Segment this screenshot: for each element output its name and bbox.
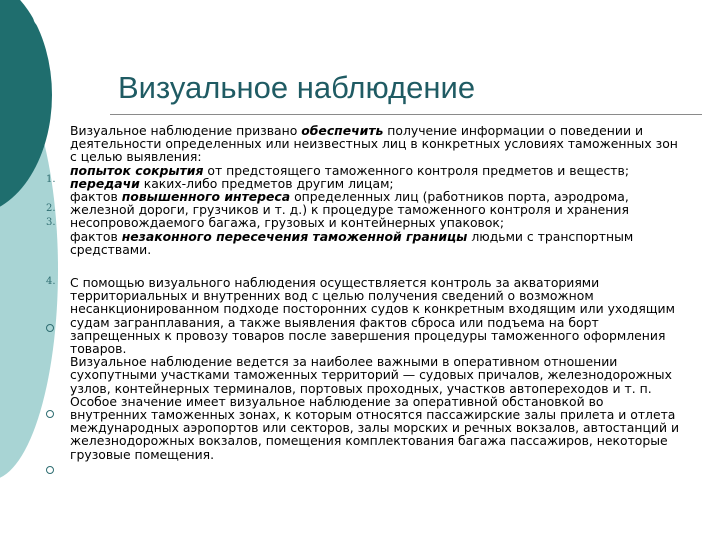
item-3-emphasis: повышенного интереса [121,189,291,205]
intro-post: получение информации о поведении и деятельности определенных или неизвестных лиц в конкретных условиях таможенных зон с целью выявления: [70,123,678,165]
bullet-circle-3 [46,466,54,474]
list-marker-1: 1. [46,174,56,185]
item-3-text: определенных лиц (работников порта, аэродрома, железной дороги, грузчиков и т. д.) к процедуре таможенного контроля и хранения несопровождаемого багажа, грузовых и контейнерных упаковок; [70,189,629,231]
numbered-item-4 [70,230,682,256]
item-1-text: от предстоящего таможенного контроля предметов и веществ; [203,162,630,178]
item-4-pre: фактов [70,228,122,244]
numbered-item-3 [70,190,682,230]
item-2-text: каких-либо предметов другим лицам; [139,175,394,191]
list-marker-2: 2. [46,203,56,214]
intro-emphasis: обеспечить [301,123,384,138]
item-1-emphasis: попыток сокрытия [70,162,204,178]
item-4-text: людьми с транспортным средствами. [70,228,634,257]
intro-pre: Визуальное наблюдение призвано [70,123,302,138]
list-marker-4: 4. [46,276,56,287]
item-2-emphasis: передачи [70,175,140,191]
item-3-pre: фактов [70,189,122,205]
small-white-circle [33,3,59,29]
bullet-paragraph-1: С помощью визуального наблюдения осуществляется контроль за акваториями территориальных и внутренних вод с целью получения сведений о возможном несанкционированном подходе посторонних судов к конкретным входящим или уходящим судам загранплавания, а также выявления фактов сброса или подъема на борт запрещенных к провозу товаров после завершения процедуры таможенного оформления товаров. [70,275,675,357]
list-marker-3: 3. [46,217,56,228]
bullet-paragraph-2: Визуальное наблюдение ведется за наиболее важными в оперативном отношении сухопутными участками таможенных территорий — судовых причалов, железнодорожных узлов, контейнерных терминалов, портовых проходных, участков автопереходов и т. п. [70,354,672,396]
bullet-circle-1 [46,324,54,332]
bullet-paragraph-3: Особое значение имеет визуальное наблюдение за оперативной обстановкой во внутренних таможенных зонах, к которым относятся пассажирские залы прилета и отлета международных аэропортов или секторов, залы морских и речных вокзалов, автостанций и железнодорожных вокзалов, помещения комплектования багажа пассажиров, некоторые грузовые помещения. [70,393,679,462]
slide-body [70,124,682,461]
title-divider [110,114,702,115]
slide-title: Визуальное наблюдение [118,70,476,105]
intro-paragraph [70,124,682,164]
bullet-circle-2 [46,410,54,418]
item-4-emphasis: незаконного пересечения таможенной границы [121,228,468,244]
